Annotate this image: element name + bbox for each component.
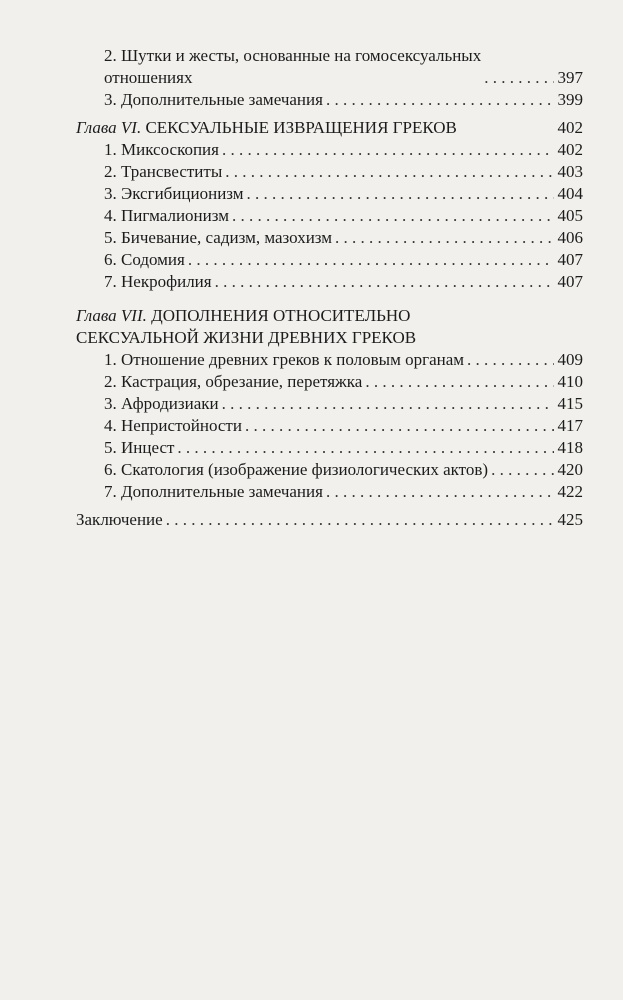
toc-page-number: 405 <box>557 206 583 225</box>
dot-leader <box>247 183 554 205</box>
toc-entry-text: 7. Некрофилия <box>104 272 212 291</box>
toc-entry-vi-1 <box>76 139 583 161</box>
toc-entry-text: 6. Содомия <box>104 250 185 269</box>
toc-page-number: 399 <box>557 90 583 109</box>
toc-page-number: 409 <box>557 350 583 369</box>
dot-leader <box>232 205 554 227</box>
toc-entry-vii-6 <box>76 459 583 481</box>
toc-entry-vi-5 <box>76 227 583 249</box>
dot-leader <box>166 509 554 531</box>
dot-leader <box>326 481 554 503</box>
dot-leader <box>365 371 553 393</box>
dot-leader <box>467 349 553 371</box>
toc-entry-vii-7 <box>76 481 583 503</box>
dot-leader <box>335 227 553 249</box>
toc-entry-text: 2. Трансвеститы <box>104 162 223 181</box>
toc-entry-vii-1 <box>76 349 583 371</box>
toc-page-number: 407 <box>557 250 583 269</box>
toc-entry-vi-6 <box>76 249 583 271</box>
dot-leader <box>177 437 553 459</box>
toc-page-number: 415 <box>557 394 583 413</box>
dot-leader <box>245 415 554 437</box>
toc-entry-text-line2: отношениях <box>104 68 193 87</box>
toc-page-number: 403 <box>557 162 583 181</box>
toc-entry-text: 3. Афродизиаки <box>104 394 219 413</box>
toc-page-number: 407 <box>557 272 583 291</box>
toc-entry-text: Заключение <box>76 510 163 529</box>
toc-page-number: 420 <box>557 460 583 479</box>
toc-entry-text: 5. Бичевание, садизм, мазохизм <box>104 228 333 247</box>
chapter-vii-heading <box>76 305 583 349</box>
dot-leader <box>188 249 554 271</box>
toc-page-number: 417 <box>557 416 583 435</box>
toc-entry-text: 4. Пигмалионизм <box>104 206 229 225</box>
chapter-label: Глава VI. <box>76 118 142 137</box>
toc-entry-text: 1. Отношение древних греков к половым органам <box>104 350 465 369</box>
dot-leader <box>491 459 553 481</box>
toc-entry-v-2 <box>76 45 583 89</box>
toc-entry-text: 4. Непристойности <box>104 416 242 435</box>
toc-entry-vii-2 <box>76 371 583 393</box>
toc-page-number: 418 <box>557 438 583 457</box>
toc-entry-conclusion <box>76 509 583 531</box>
dot-leader <box>222 139 554 161</box>
dot-leader <box>215 271 554 293</box>
toc-entry-text: 5. Инцест <box>104 438 175 457</box>
toc-entry-text: 7. Дополнительные замечания <box>104 482 323 501</box>
toc-entry-text-line1: 2. Шутки и жесты, основанные на гомосексуальных <box>104 46 482 65</box>
toc-entry-text: 1. Миксоскопия <box>104 140 219 159</box>
toc-entry-vii-5 <box>76 437 583 459</box>
dot-leader <box>326 89 554 111</box>
toc-entry-vi-7 <box>76 271 583 293</box>
chapter-title-line2: СЕКСУАЛЬНОЙ ЖИЗНИ ДРЕВНИХ ГРЕКОВ <box>76 328 417 347</box>
toc-entry-vii-4 <box>76 415 583 437</box>
dot-leader <box>484 67 553 89</box>
table-of-contents <box>76 45 583 531</box>
toc-entry-v-3 <box>76 89 583 111</box>
toc-page-number: 397 <box>557 68 583 87</box>
chapter-title: СЕКСУАЛЬНЫЕ ИЗВРАЩЕНИЯ ГРЕКОВ <box>145 118 457 137</box>
toc-page-number: 422 <box>557 482 583 501</box>
dot-leader <box>225 161 553 183</box>
toc-page-number: 404 <box>557 184 583 203</box>
toc-page-number: 425 <box>557 510 583 529</box>
toc-entry-text: 6. Скатология (изображение физиологических актов) <box>104 460 489 479</box>
toc-entry-vi-3 <box>76 183 583 205</box>
toc-entry-vi-2 <box>76 161 583 183</box>
toc-page-number: 402 <box>557 140 583 159</box>
toc-entry-text: 2. Кастрация, обрезание, перетяжка <box>104 372 363 391</box>
toc-entry-text: 3. Дополнительные замечания <box>104 90 323 109</box>
toc-page-number: 410 <box>557 372 583 391</box>
chapter-title-line1: ДОПОЛНЕНИЯ ОТНОСИТЕЛЬНО <box>151 306 411 325</box>
toc-page-number: 406 <box>557 228 583 247</box>
toc-entry-text: 3. Эксгибиционизм <box>104 184 244 203</box>
chapter-vi-heading <box>76 117 583 139</box>
dot-leader <box>222 393 554 415</box>
toc-entry-vi-4 <box>76 205 583 227</box>
chapter-label: Глава VII. <box>76 306 147 325</box>
chapter-page-number: 402 <box>557 118 583 137</box>
toc-entry-vii-3 <box>76 393 583 415</box>
